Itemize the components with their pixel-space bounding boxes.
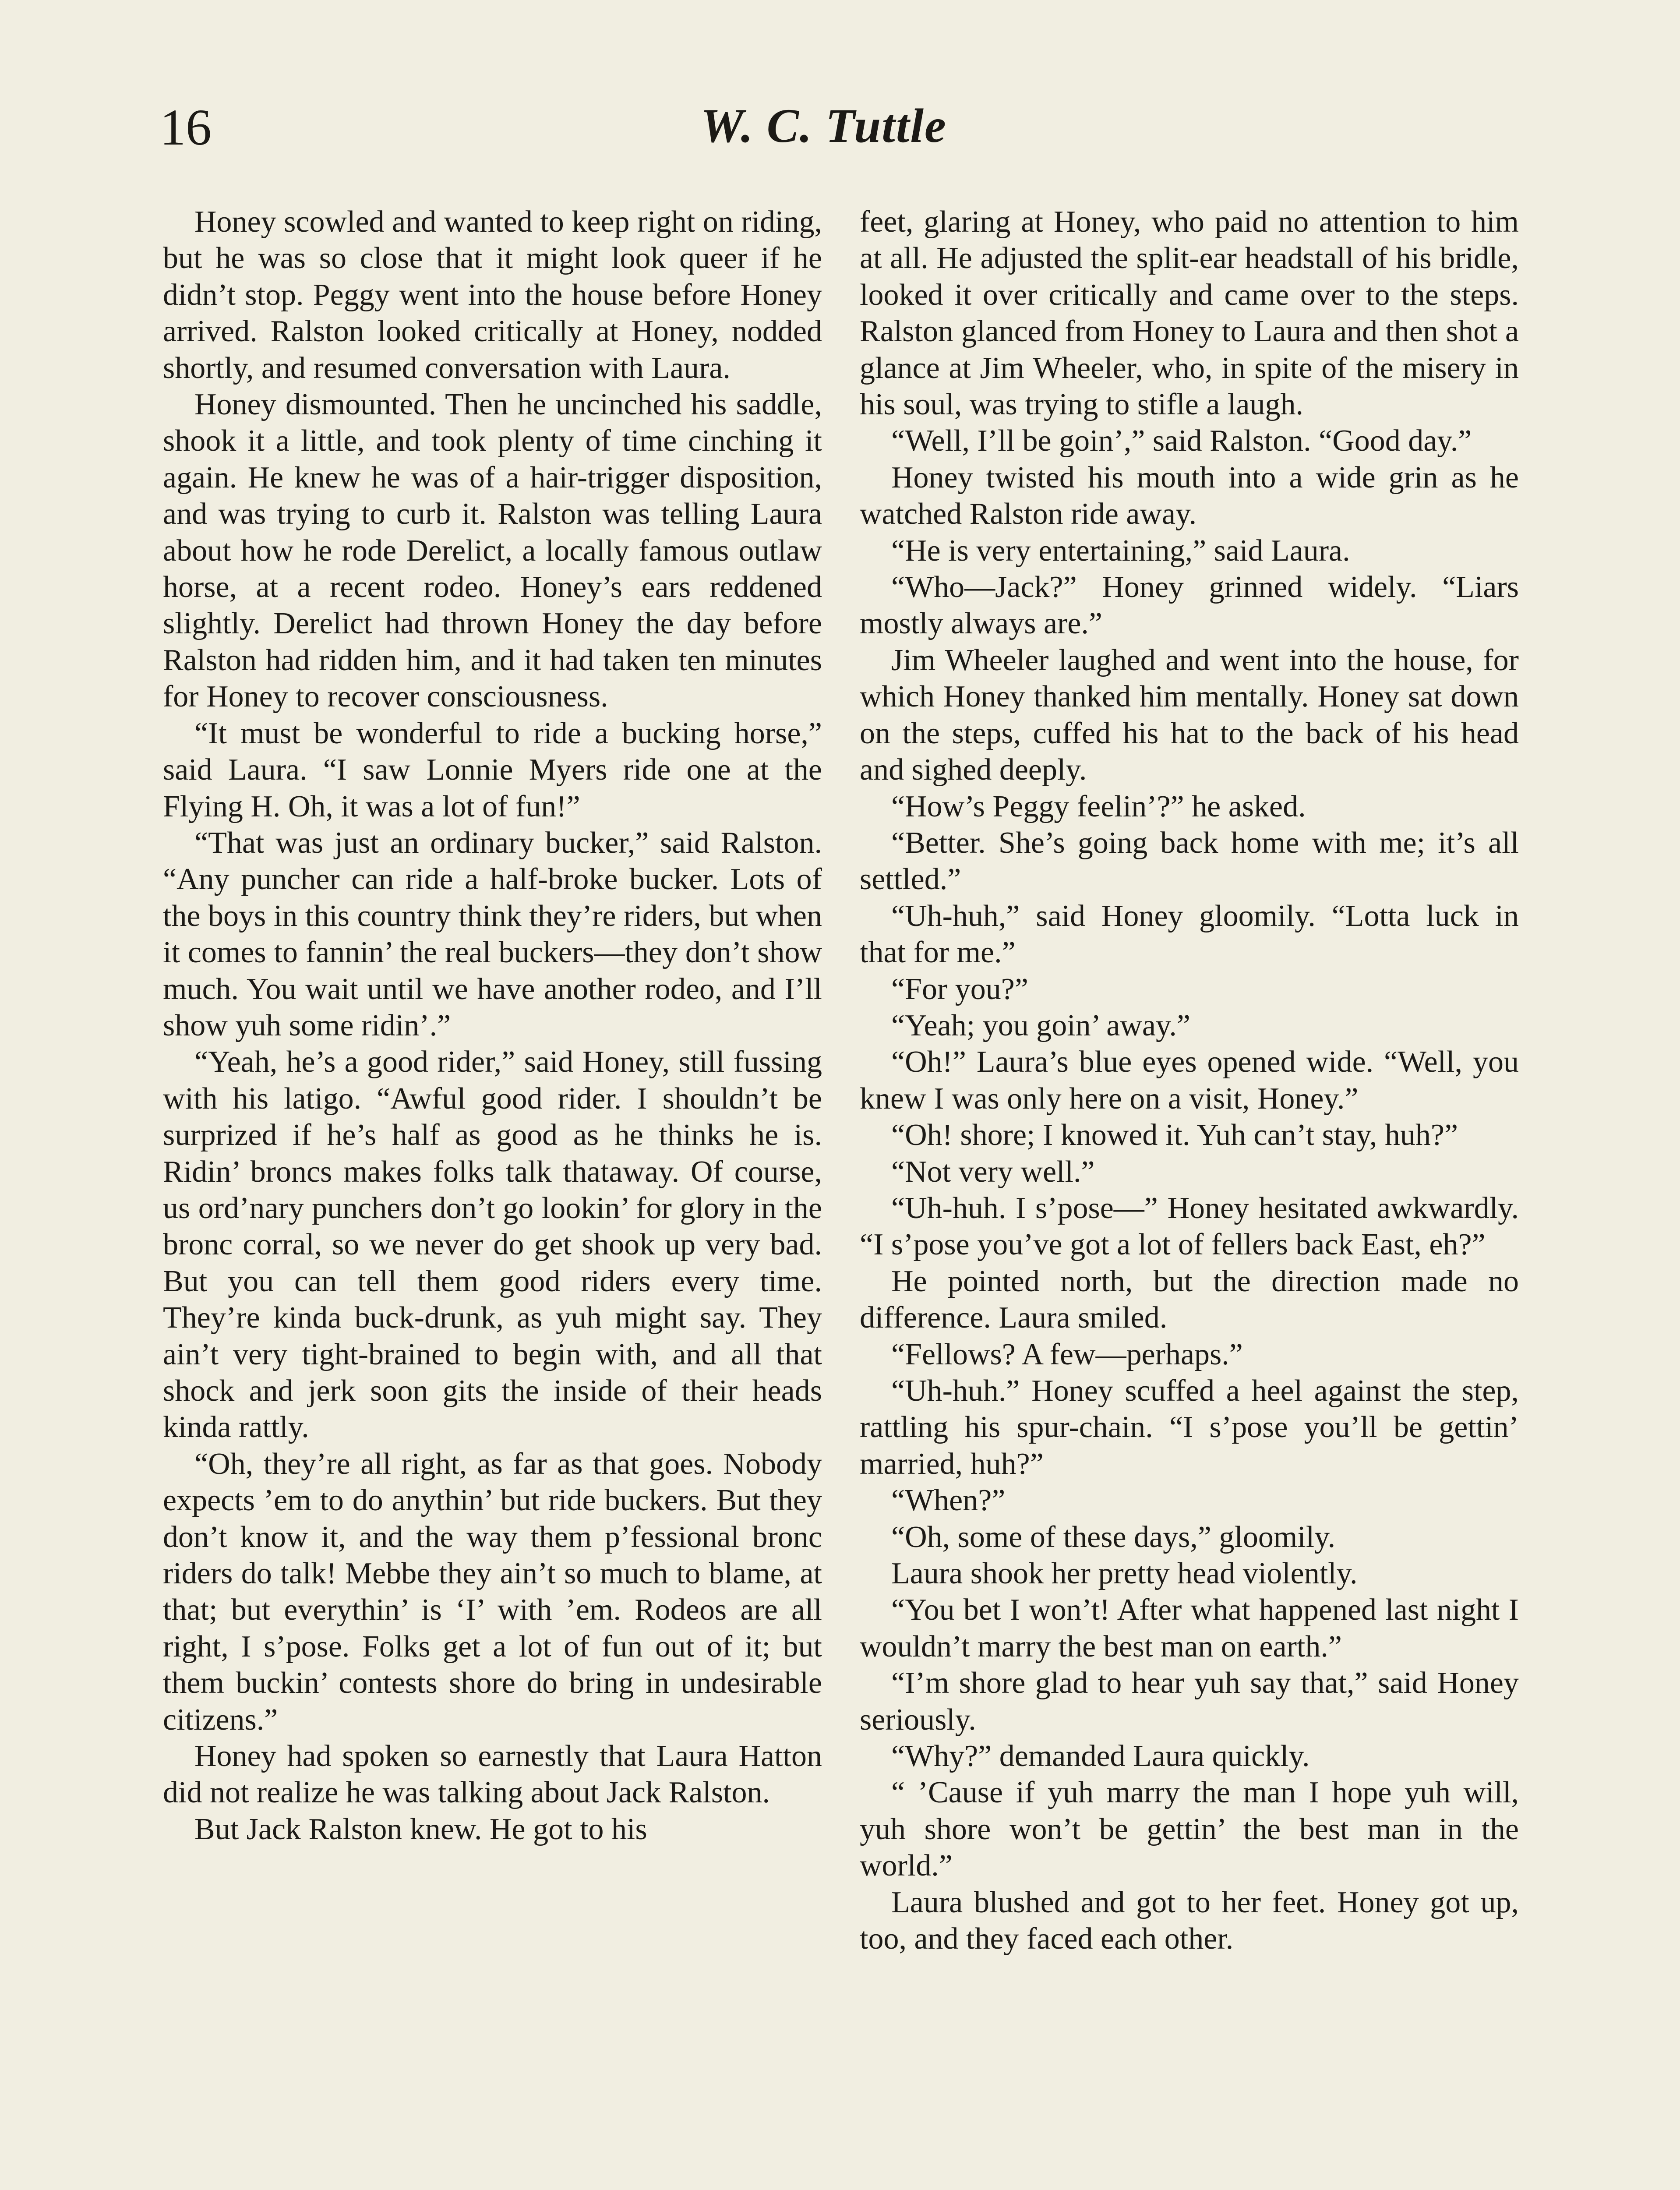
paragraph: “It must be wonderful to ride a bucking horse,” said Laura. “I saw Lonnie Myers ride one at the Flying H. Oh, it was a lot of fun!” xyxy=(163,716,822,823)
left-column xyxy=(163,204,822,1847)
paragraph: “Better. She’s going back home with me; it’s all settled.” xyxy=(860,826,1519,897)
paragraph: Honey dismounted. Then he uncinched his saddle, shook it a little, and took plenty of time cinching it again. He knew he was of a hair-trigger disposition, and was trying to curb it. Ralston was telling Laura about how he rode Derelict, a locally famous outlaw horse, at a recent rodeo. Honey’s ears reddened slightly. Derelict had thrown Honey the day before Ralston had ridden him, and it had taken ten minutes for Honey to recover consciousness. xyxy=(163,388,822,714)
paragraph: Honey scowled and wanted to keep right on riding, but he was so close that it might look queer if he didn’t stop. Peggy went into the house before Honey arrived. Ralston looked critically at Honey, nodded shortly, and resumed conversation with Laura. xyxy=(163,205,822,385)
paragraph: He pointed north, but the direction made no difference. Laura smiled. xyxy=(860,1264,1519,1335)
paragraph: “He is very entertaining,” said Laura. xyxy=(891,533,1350,568)
paragraph: “Oh! shore; I knowed it. Yuh can’t stay, huh?” xyxy=(891,1118,1458,1152)
paragraph: “Fellows? A few—perhaps.” xyxy=(891,1337,1243,1371)
paragraph: “Oh!” Laura’s blue eyes opened wide. “Well, you knew I was only here on a visit, Honey.” xyxy=(860,1045,1519,1116)
paragraph: “Uh-huh. I s’pose—” Honey hesitated awkwardly. “I s’pose you’ve got a lot of fellers back East, eh?” xyxy=(860,1191,1519,1262)
paragraph: “ ’Cause if yuh marry the man I hope yuh will, yuh shore won’t be gettin’ the best man in the world.” xyxy=(860,1776,1519,1883)
paragraph: “Well, I’ll be goin’,” said Ralston. “Good day.” xyxy=(891,424,1472,458)
paragraph: “How’s Peggy feelin’?” he asked. xyxy=(891,789,1306,823)
paragraph: “Uh-huh,” said Honey gloomily. “Lotta luck in that for me.” xyxy=(860,899,1519,970)
paragraph: “Yeah; you goin’ away.” xyxy=(891,1008,1190,1042)
paragraph: Laura blushed and got to her feet. Honey got up, too, and they faced each other. xyxy=(860,1885,1519,1956)
paragraph: “When?” xyxy=(891,1484,1006,1518)
paragraph: But Jack Ralston knew. He got to his xyxy=(194,1812,647,1846)
paragraph: “Oh, they’re all right, as far as that goes. Nobody expects ’em to do anythin’ but ride buckers. But they don’t know it, and the way them p’fessional bronc riders do talk! Mebbe they ain’t so much to blame, at that; but everythin’ is ‘I’ with ’em. Rodeos are all right, I s’pose. Folks get a lot of fun out of it; but them buckin’ contests shore do bring in undesirable citizens.” xyxy=(163,1447,822,1737)
running-head: W. C. Tuttle xyxy=(701,99,947,152)
paragraph: “Yeah, he’s a good rider,” said Honey, still fussing with his latigo. “Awful good rider. I shouldn’t be surprized if he’s half as good as he thinks he is. Ridin’ broncs makes folks talk thataway. Of course, us ord’nary punchers don’t go lookin’ for glory in the bronc corral, so we never do get shook up very bad. But you can tell them good riders every time. They’re kinda buck-drunk, as yuh might say. They ain’t very tight-brained to begin with, and all that shock and jerk soon gits the inside of their heads kinda rattly. xyxy=(163,1045,822,1445)
page-number: 16 xyxy=(160,99,212,156)
paragraph: Honey twisted his mouth into a wide grin as he watched Ralston ride away. xyxy=(860,460,1519,531)
right-column xyxy=(860,204,1519,1957)
paragraph: feet, glaring at Honey, who paid no attention to him at all. He adjusted the split-ear headstall of his bridle, looked it over critically and came over to the steps. Ralston glanced from Honey to Laura and then shot a glance at Jim Wheeler, who, in spite of the misery in his soul, was trying to stifle a laugh. xyxy=(860,205,1519,422)
paragraph: “Not very well.” xyxy=(891,1155,1095,1189)
paragraph: “For you?” xyxy=(891,972,1028,1006)
paragraph: “Why?” demanded Laura quickly. xyxy=(891,1739,1310,1773)
paragraph: “Who—Jack?” Honey grinned widely. “Liars mostly always are.” xyxy=(860,570,1519,641)
paragraph: “That was just an ordinary bucker,” said Ralston. “Any puncher can ride a half-broke bucker. Lots of the boys in this country think they’re riders, but when it comes to fannin’ the real buckers—they don’t show much. You wait until we have another rodeo, and I’ll show yuh some ridin’.” xyxy=(163,826,822,1042)
paragraph: “You bet I won’t! After what happened last night I wouldn’t marry the best man on earth.” xyxy=(860,1593,1519,1664)
paragraph: “I’m shore glad to hear yuh say that,” said Honey seriously. xyxy=(860,1666,1519,1737)
paragraph: Laura shook her pretty head violently. xyxy=(891,1557,1358,1591)
paragraph: Jim Wheeler laughed and went into the house, for which Honey thanked him mentally. Honey sat down on the steps, cuffed his hat to the back of his head and sighed deeply. xyxy=(860,643,1519,787)
paragraph: Honey had spoken so earnestly that Laura Hatton did not realize he was talking about Jack Ralston. xyxy=(163,1739,822,1810)
paragraph: “Oh, some of these days,” gloomily. xyxy=(891,1520,1336,1554)
paragraph: “Uh-huh.” Honey scuffed a heel against the step, rattling his spur-chain. “I s’pose you’ll be gettin’ married, huh?” xyxy=(860,1374,1519,1481)
